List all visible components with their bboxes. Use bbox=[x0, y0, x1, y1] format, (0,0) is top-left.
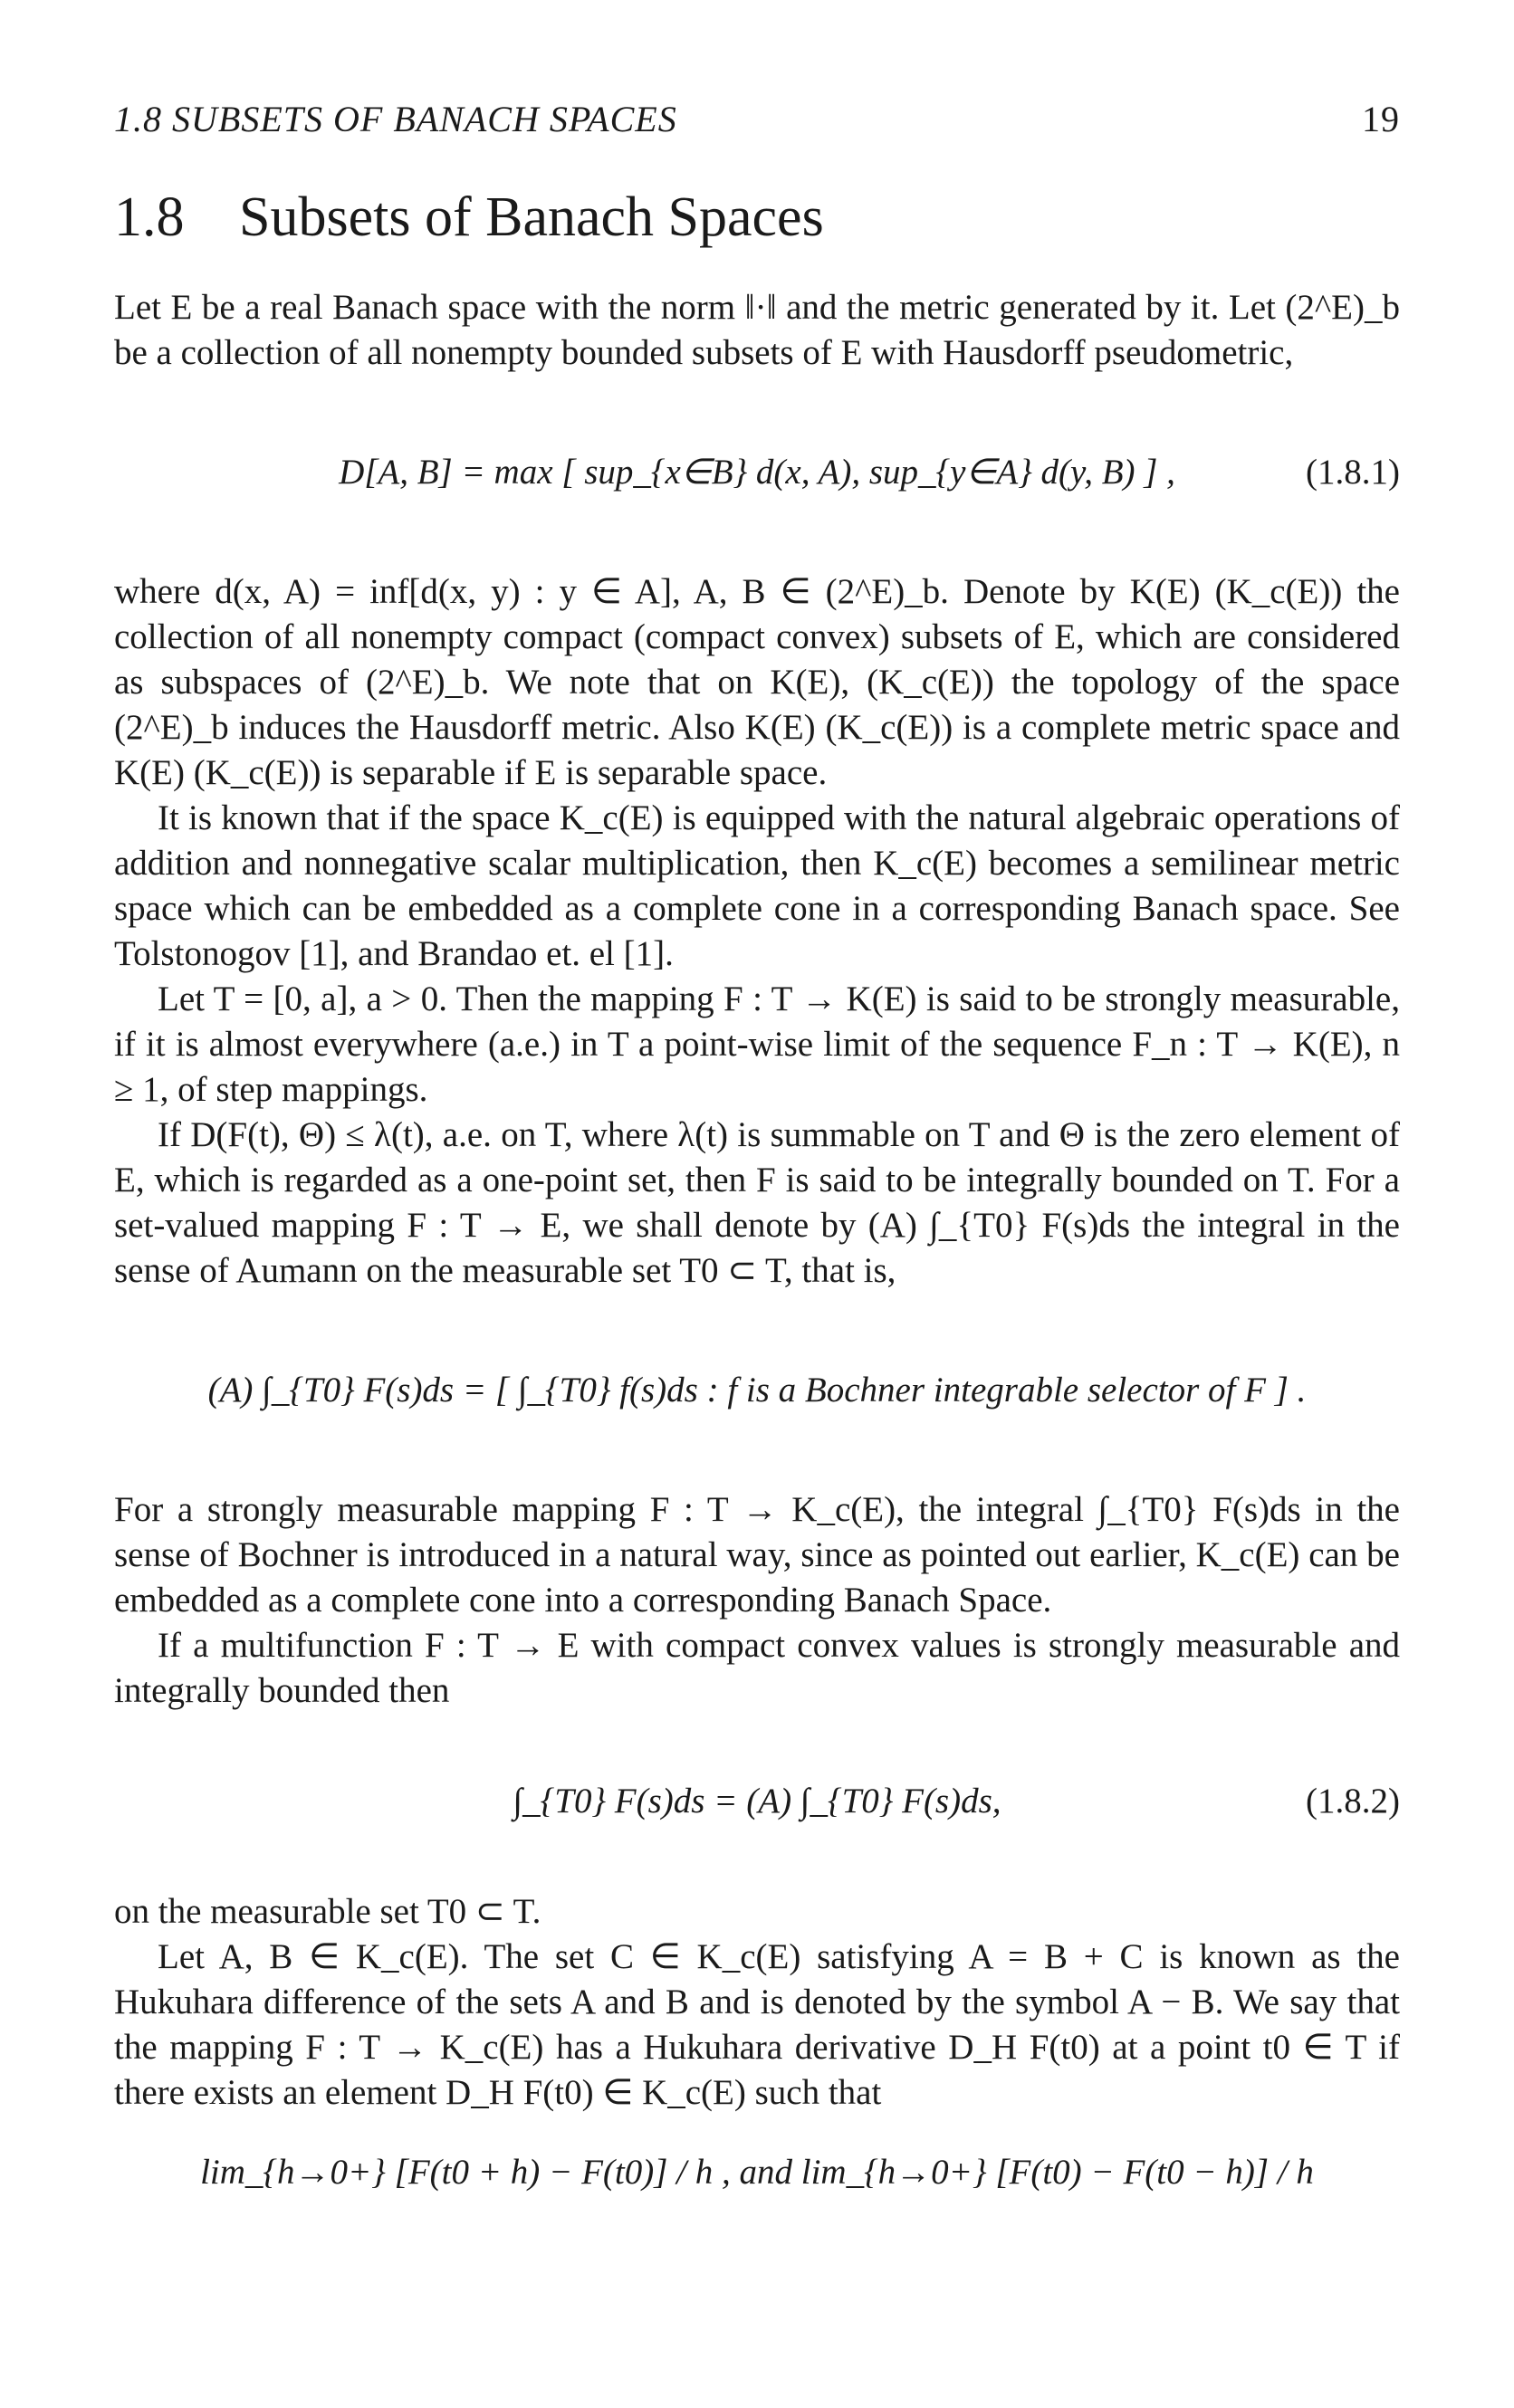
body-text bbox=[114, 285, 1400, 2195]
paragraph-2: where d(x, A) = inf[d(x, y) : y ∈ A], A, B ∈ (2^E)_b. Denote by K(E) (K_c(E)) the collection of all nonempty compact (compact convex) subsets of E, which are considered as subspaces of (2^E)_b. We note that on K(E), (K_c(E)) the topology of the space (2^E)_b induces the Hausdorff metric. Also K(E) (K_c(E)) is a complete metric space and K(E) (K_c(E)) is separable if E is separable space. bbox=[114, 572, 1400, 792]
paragraph-8: on the measurable set T0 ⊂ T. bbox=[114, 1892, 541, 1931]
section-heading bbox=[114, 186, 1400, 250]
equation-label: (1.8.2) bbox=[1306, 1782, 1400, 1820]
running-head-title: 1.8 SUBSETS OF BANACH SPACES bbox=[114, 99, 677, 139]
section-title: Subsets of Banach Spaces bbox=[239, 186, 824, 248]
paragraph-7: If a multifunction F : T → E with compact convex values is strongly measurable and integrally bounded then bbox=[114, 1626, 1400, 1710]
equation-aumann-integral bbox=[114, 1314, 1400, 1467]
running-head bbox=[114, 98, 1400, 143]
equation-body: D[A, B] = max [ sup_{x∈B} d(x, A), sup_{y∈A} d(y, B) ] , bbox=[339, 453, 1175, 492]
equation-body: lim_{h→0+} [F(t0 + h) − F(t0)] / h , and lim_{h→0+} [F(t0) − F(t0 − h)] / h bbox=[200, 2153, 1314, 2192]
equation-1-8-2 bbox=[114, 1734, 1400, 1869]
section-number: 1.8 bbox=[114, 186, 185, 248]
equation-body: ∫_{T0} F(s)ds = (A) ∫_{T0} F(s)ds, bbox=[513, 1782, 1001, 1820]
paragraph-4: Let T = [0, a], a > 0. Then the mapping F : T → K(E) is said to be strongly measurable, if it is almost everywhere (a.e.) in T a point-wise limit of the sequence F_n : T → K(E), n ≥ 1, of step mappings. bbox=[114, 979, 1400, 1109]
equation-label: (1.8.1) bbox=[1306, 453, 1400, 492]
paragraph-5: If D(F(t), Θ) ≤ λ(t), a.e. on T, where λ(t) is summable on T and Θ is the zero element of E, which is regarded as a one-point set, then F is said to be integrally bounded on T. For a set-valued mapping F : T → E, we shall denote by (A) ∫_{T0} F(s)ds the integral in the sense of Aumann on the measurable set T0 ⊂ T, that is, bbox=[114, 1115, 1400, 1290]
equation-1-8-1 bbox=[114, 396, 1400, 549]
page-number: 19 bbox=[1362, 99, 1400, 139]
equation-body: (A) ∫_{T0} F(s)ds = [ ∫_{T0} f(s)ds : f is a Bochner integrable selector of F ] . bbox=[207, 1371, 1307, 1409]
paragraph-3: It is known that if the space K_c(E) is equipped with the natural algebraic operations of addition and nonnegative scalar multiplication, then K_c(E) becomes a semilinear metric space which can be embedded as a complete cone in a corresponding Banach space. See Tolstonogov [1], and Brandao et. el [1]. bbox=[114, 798, 1400, 973]
paragraph-9: Let A, B ∈ K_c(E). The set C ∈ K_c(E) satisfying A = B + C is known as the Hukuhara difference of the sets A and B and is denoted by the symbol A − B. We say that the mapping F : T → K_c(E) has a Hukuhara derivative D_H F(t0) at a point t0 ∈ T if there exists an element D_H F(t0) ∈ K_c(E) such that bbox=[114, 1937, 1400, 2112]
paragraph-6: For a strongly measurable mapping F : T → K_c(E), the integral ∫_{T0} F(s)ds in the sense of Bochner is introduced in a natural way, since as pointed out earlier, K_c(E) can be embedded as a complete cone into a corresponding Banach Space. bbox=[114, 1490, 1400, 1620]
paragraph-1: Let E be a real Banach space with the norm ‖·‖ and the metric generated by it. Let (2^E)_b be a collection of all nonempty bounded subsets of E with Hausdorff pseudometric, bbox=[114, 288, 1400, 372]
equation-hukuhara-limits bbox=[114, 2150, 1400, 2195]
